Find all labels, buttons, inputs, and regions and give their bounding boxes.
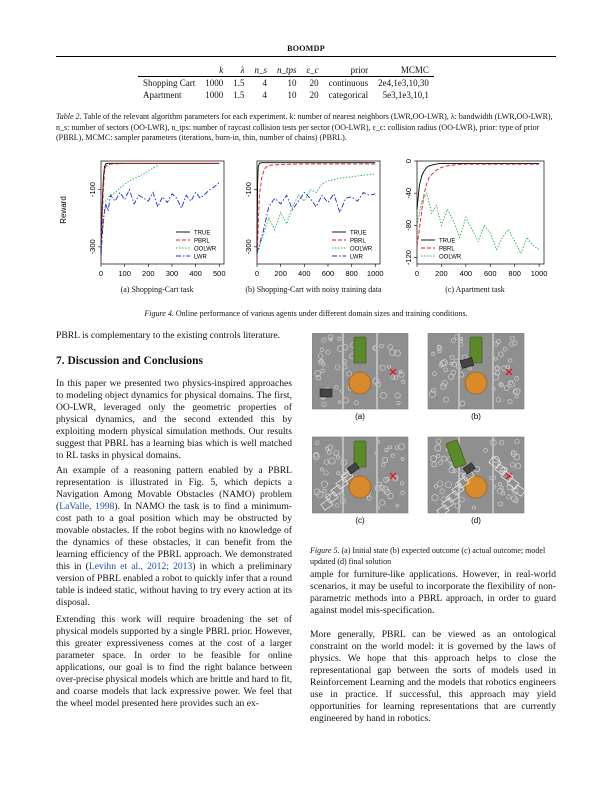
table-row <box>138 77 434 90</box>
figure-4-caption <box>56 309 556 320</box>
table-header-cell <box>138 64 200 77</box>
wall <box>376 437 378 513</box>
table-cell: categorical <box>328 90 369 100</box>
table-caption-label: Table 2. <box>56 112 82 121</box>
figure-caption-label: Figure 4. <box>144 309 174 318</box>
x-tick-label: 200 <box>274 269 287 278</box>
x-tick-label: 1000 <box>366 269 384 278</box>
legend-label: OOLWR <box>439 254 462 261</box>
x-tick-label: 0 <box>98 269 104 278</box>
table-cell: 20 <box>309 90 319 100</box>
legend-label: OOLWR <box>350 246 373 253</box>
legend-label: LWR <box>194 254 207 261</box>
table-header-cell: n_tps <box>272 64 302 77</box>
x-tick-label: 0 <box>414 269 420 278</box>
robot-icon <box>320 389 332 397</box>
paragraph-text: ). In NAMO the task is to find a minimum-cost path to a goal position which may be obstructed by movable obstacles. If the robot begins with no knowledge of the dynamics of these obstacles, it can benefit from the learning efficiency of the PBRL approach. We demonstrated this in ( <box>56 501 292 572</box>
table-cell: 4 <box>262 78 268 88</box>
running-title: BOOMDP <box>287 44 325 53</box>
figure-5-panels <box>312 333 556 543</box>
table-cell: 1.5 <box>233 90 245 100</box>
series-line-oolwr <box>101 165 158 247</box>
section-heading: 7. Discussion and Conclusions <box>56 355 203 367</box>
panel-label: (c) <box>355 516 365 525</box>
figure-4-charts <box>56 155 556 300</box>
y-axis-label: Reward <box>59 196 68 224</box>
table-cell: 1000 <box>205 90 224 100</box>
wall <box>458 333 460 409</box>
table-caption <box>56 112 556 144</box>
x-tick-label: 400 <box>298 269 311 278</box>
intro-line: PBRL is complementary to the existing controls literature. <box>56 330 280 341</box>
paragraph-text: An example of a reasoning pattern enabled by a PBRL representation is illustrated in Fig. 5, which depicts a Navigation Among Movable Obstacles (NAMO) problem ( <box>56 465 292 512</box>
x-tick-label: 800 <box>345 269 358 278</box>
figure-caption-label: Figure 5. <box>310 546 340 555</box>
series-line-pbrl <box>417 164 539 245</box>
subcaption-a: (a) Shopping-Cart task <box>120 285 194 294</box>
x-tick-label: 600 <box>321 269 335 278</box>
subcaption-b: (b) Shopping-Cart with noisy training data <box>245 285 382 294</box>
table-cell: Apartment <box>143 90 182 100</box>
subcaption-c: (c) Apartment task <box>445 285 505 294</box>
scene-panel <box>428 333 524 409</box>
legend-label: PBRL <box>350 238 366 245</box>
legend-label: PBRL <box>194 238 210 245</box>
table-cell: 1.5 <box>233 78 245 88</box>
table-cell: 1000 <box>205 78 224 88</box>
paragraph: ample for furniture-like applications. However, in real-world scenarios, it may be useful to incorporate the flexibility of non-parametric methods into a PBRL approach, in order to guard against model mis-specification. <box>310 569 556 616</box>
citation-link[interactable]: LaValle, 1998 <box>59 501 115 512</box>
legend-label: PBRL <box>439 246 455 253</box>
figure-caption-text: Online performance of various agents under different domain sizes and training conditions. <box>175 309 468 318</box>
x-tick-label: 100 <box>118 269 131 278</box>
y-tick-label: -100 <box>88 182 97 198</box>
legend-label: TRUE <box>194 230 211 237</box>
x-tick-label: 400 <box>189 269 202 278</box>
chart-panel-1 <box>244 161 384 278</box>
wall <box>492 333 494 409</box>
table-cell: 2e4,1e3,10,30 <box>378 78 429 88</box>
panel-label: (a) <box>355 412 365 421</box>
paragraph: In this paper we presented two physics-inspired approaches to modeling object dynamics for physical domains. The first, OO-LWR, leveraged only the geometric properties of physical dynamics, and the second extended this by exploiting modern physical simulation methods. Our results suggest that PBRL has a learning bias which is well matched to RL tasks in physical domains. <box>56 378 292 461</box>
y-tick-label: 0 <box>404 158 413 164</box>
y-tick-label: -300 <box>244 239 253 255</box>
scene-panel <box>428 437 525 516</box>
citation-link[interactable]: Levihn et al., 2012; 2013 <box>88 561 193 572</box>
table-cell: 5e3,1e3,10,1 <box>382 90 429 100</box>
y-tick-label: -40 <box>404 187 413 199</box>
plot-frame <box>417 161 544 264</box>
panel-label: (b) <box>471 412 481 421</box>
y-tick-label: -100 <box>244 182 253 198</box>
table-header-cell: ε_c <box>302 64 324 77</box>
x-tick-label: 200 <box>435 269 448 278</box>
table-cell: 10 <box>287 90 297 100</box>
y-tick-label: -120 <box>404 250 413 266</box>
legend-label: TRUE <box>439 238 456 245</box>
round-table-obstacle <box>465 372 487 394</box>
header-rule <box>56 56 556 57</box>
x-tick-label: 300 <box>165 269 179 278</box>
paragraph: Extending this work will require broadening the set of physical models supported by a single PBRL prior. However, this greater expressiveness comes at the cost of a larger parameter space. In order to be feasible for online applications, our goal is to find the right balance between over-precise physical models which are brittle and hard to fit, and coarse models that lack expressive power. We feel that the wheel model presented here provides such an ex- <box>56 614 292 709</box>
table-header-cell: MCMC <box>373 64 434 77</box>
figure-5-caption <box>310 546 556 567</box>
table-header-cell: λ <box>228 64 249 77</box>
legend-label: LWR <box>350 254 363 261</box>
series-line-oolwr <box>417 193 539 253</box>
table-cell: continuous <box>328 78 369 88</box>
table-header-row <box>138 64 434 77</box>
scene-panel <box>312 333 408 409</box>
table-row <box>138 89 434 101</box>
chart-panel-2 <box>404 159 547 278</box>
table-caption-text: Table of the relevant algorithm parameters for each experiment. k: number of nearest neighbors (LWR,OO-LWR), λ: bandwidth (LWR,OO-LWR), n_s: number of sectors (OO-LWR), n_tps: number of raycast collision tests per sector (OO-LWR), ε_c: collision radius (OO-LWR), prior: type of prior (PBRL), MCMC: sampler parameters (iterations, burn-in, thin, number of chains) (PBRL). <box>56 112 553 142</box>
y-tick-label: -300 <box>88 239 97 255</box>
x-tick-label: 0 <box>254 269 260 278</box>
x-tick-label: 200 <box>142 269 155 278</box>
wall <box>342 333 344 409</box>
panel-label: (d) <box>471 516 481 525</box>
scene-panel <box>312 437 408 513</box>
figure-caption-text: (a) Initial state (b) expected outcome (c) actual outcome; model updated (d) final solution <box>310 546 546 566</box>
chart-panel-0 <box>88 161 226 278</box>
parameters-table <box>138 64 434 101</box>
paragraph <box>56 465 292 609</box>
x-tick-label: 600 <box>484 269 497 278</box>
wall <box>376 333 378 409</box>
couch-obstacle <box>354 337 366 363</box>
table-header-cell: k <box>200 64 228 77</box>
legend-label: TRUE <box>350 230 367 237</box>
legend-label: OOLWR <box>194 246 217 253</box>
table-header-cell: prior <box>324 64 374 77</box>
table-header-cell: n_s <box>250 64 273 77</box>
table-cell: Shopping Cart <box>143 78 196 88</box>
x-tick-label: 400 <box>459 269 473 278</box>
table-cell: 10 <box>287 78 297 88</box>
paragraph-text: ) in which a preliminary version of PBRL enabled a robot to quickly infer that a round table is indeed static, without having to try every action at its disposal. <box>56 561 292 608</box>
table-cell: 4 <box>262 90 268 100</box>
round-table-obstacle <box>349 372 371 394</box>
paragraph: More generally, PBRL can be viewed as an ontological constraint on the world model: it is governed by the laws of physics. We hope that this approach helps to close the representational gap between the sorts of models used in Reinforcement Learning and the models that robotics engineers use in practice. If successful, this approach may yield opportunities for learning representations that are currently engineered by hand in robotics. <box>310 629 556 724</box>
x-tick-label: 1000 <box>530 269 548 278</box>
y-tick-label: -80 <box>404 219 413 231</box>
x-tick-label: 800 <box>508 269 521 278</box>
x-tick-label: 500 <box>213 269 226 278</box>
round-table-obstacle <box>349 476 371 498</box>
table-cell: 20 <box>309 78 319 88</box>
wall <box>492 437 494 513</box>
